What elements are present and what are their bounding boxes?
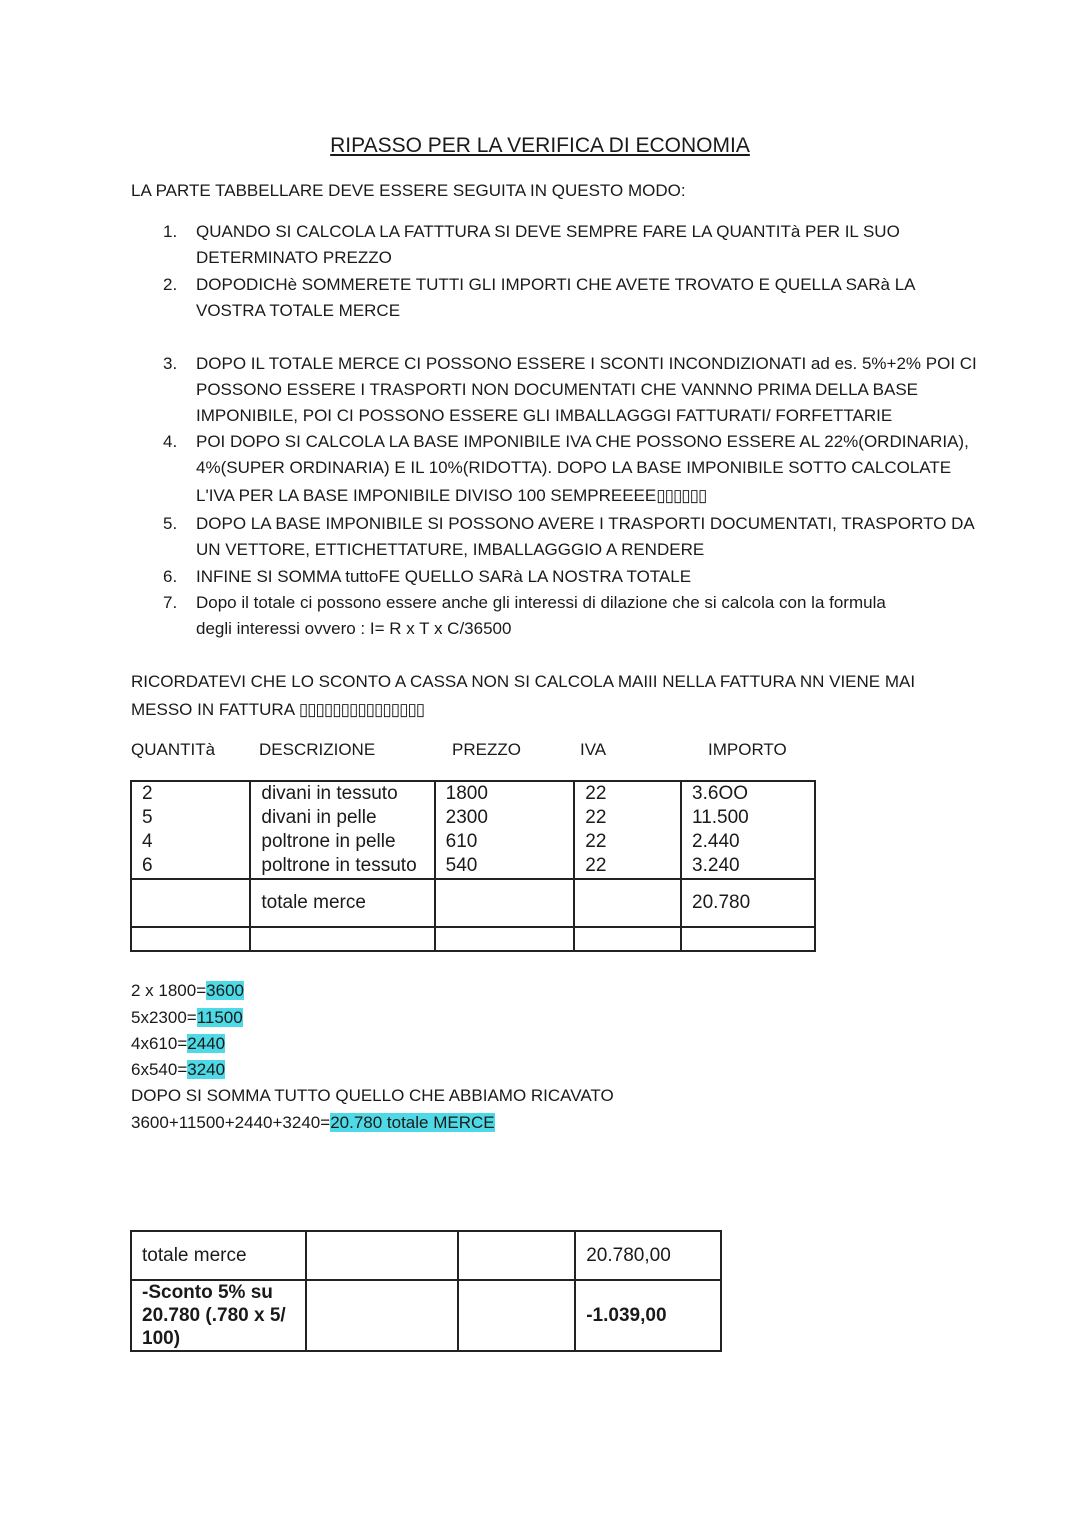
amount-cell: 3.6OO 11.500 2.440 3.240: [681, 781, 815, 879]
step-line: degli interessi ovvero : I= R x T x C/36500: [196, 619, 512, 638]
calc-line: 6x540=3240: [131, 1060, 226, 1079]
total-label: totale merce: [250, 879, 434, 927]
header-quantity: QUANTITà: [131, 740, 216, 759]
step-number: 4.: [163, 432, 178, 451]
discount-value: -1.039,00: [575, 1280, 721, 1351]
empty-row: [131, 927, 815, 951]
table-row: [131, 1231, 721, 1280]
step-line: DOPO LA BASE IMPONIBILE SI POSSONO AVERE I TRASPORTI DOCUMENTATI, TRASPORTO DA: [196, 514, 975, 533]
total-row: [131, 879, 815, 927]
desc-cell: divani in tessuto divani in pelle poltrone in pelle poltrone in tessuto: [250, 781, 434, 879]
reminder-line: [131, 697, 424, 723]
highlighted-result: 3600: [206, 981, 244, 1000]
calc-line: 4x610=2440: [131, 1034, 226, 1053]
step-number: 5.: [163, 514, 178, 533]
summary-value: 20.780,00: [575, 1231, 721, 1280]
step-line: DETERMINATO PREZZO: [196, 248, 392, 267]
header-description: DESCRIZIONE: [259, 740, 376, 759]
table-row: [131, 781, 815, 879]
step-line: DOPO IL TOTALE MERCE CI POSSONO ESSERE I SCONTI INCONDIZIONATI ad es. 5%+2% POI CI: [196, 354, 977, 373]
price-cell: 1800 2300 610 540: [435, 781, 575, 879]
highlighted-result: 2440: [187, 1034, 226, 1053]
highlighted-result: 20.780 totale MERCE: [330, 1113, 495, 1132]
reminder-text: MESSO IN FATTURA: [131, 700, 295, 719]
invoice-table: [130, 780, 816, 952]
summary-label: totale merce: [131, 1231, 306, 1280]
sum-line: 3600+11500+2440+3240=20.780 totale MERCE: [131, 1113, 495, 1132]
step-number: 7.: [163, 593, 178, 612]
highlighted-result: 3240: [187, 1060, 226, 1079]
page-title: RIPASSO PER LA VERIFICA DI ECONOMIA: [330, 134, 750, 157]
step-line: Dopo il totale ci possono essere anche gli interessi di dilazione che si calcola con la formula: [196, 593, 886, 612]
total-value: 20.780: [681, 879, 815, 927]
vat-cell: 22 22 22 22: [574, 781, 681, 879]
table-row: [131, 1280, 721, 1351]
sum-note: DOPO SI SOMMA TUTTO QUELLO CHE ABBIAMO RICAVATO: [131, 1086, 614, 1105]
intro-text: LA PARTE TABBELLARE DEVE ESSERE SEGUITA IN QUESTO MODO:: [131, 181, 686, 200]
header-vat: IVA: [580, 740, 607, 759]
step-line: INFINE SI SOMMA tuttoFE QUELLO SARà LA NOSTRA TOTALE: [196, 567, 692, 586]
calc-line: 5x2300=11500: [131, 1008, 243, 1027]
step-line: POSSONO ESSERE I TRASPORTI NON DOCUMENTATI CHE VANNNO PRIMA DELLA BASE: [196, 380, 919, 399]
step-line: QUANDO SI CALCOLA LA FATTTURA SI DEVE SEMPRE FARE LA QUANTITà PER IL SUO: [196, 222, 900, 241]
header-amount: IMPORTO: [708, 740, 787, 759]
calc-line: 2 x 1800=3600: [131, 981, 244, 1000]
reminder-line: RICORDATEVI CHE LO SCONTO A CASSA NON SI CALCOLA MAIII NELLA FATTURA NN VIENE MAI: [131, 672, 916, 691]
step-number: 2.: [163, 275, 178, 294]
step-line: DOPODICHè SOMMERETE TUTTI GLI IMPORTI CHE AVETE TROVATO E QUELLA SARà LA: [196, 275, 916, 294]
header-price: PREZZO: [452, 740, 521, 759]
step-line: IMPONIBILE, POI CI POSSONO ESSERE GLI IMBALLAGGGI FATTURATI/ FORFETTARIE: [196, 406, 893, 425]
missing-glyph-icons: ▯▯▯▯▯▯: [656, 486, 707, 505]
step-number: 6.: [163, 567, 178, 586]
discount-label: -Sconto 5% su 20.780 (.780 x 5/ 100): [131, 1280, 306, 1351]
qty-cell: 2 5 4 6: [131, 781, 250, 879]
step-line-text: L'IVA PER LA BASE IMPONIBILE DIVISO 100 SEMPREEEE: [196, 486, 657, 505]
step-line: [196, 483, 706, 509]
step-line: POI DOPO SI CALCOLA LA BASE IMPONIBILE IVA CHE POSSONO ESSERE AL 22%(ORDINARIA),: [196, 432, 969, 451]
step-line: 4%(SUPER ORDINARIA) E IL 10%(RIDOTTA). DOPO LA BASE IMPONIBILE SOTTO CALCOLATE: [196, 458, 952, 477]
missing-glyph-icons: ▯▯▯▯▯▯▯▯▯▯▯▯▯▯▯: [298, 700, 425, 719]
step-number: 3.: [163, 354, 178, 373]
step-line: UN VETTORE, ETTICHETTATURE, IMBALLAGGGIO A RENDERE: [196, 540, 705, 559]
summary-table: [130, 1230, 722, 1352]
step-line: VOSTRA TOTALE MERCE: [196, 301, 401, 320]
highlighted-result: 11500: [196, 1008, 243, 1027]
step-number: 1.: [163, 222, 178, 241]
